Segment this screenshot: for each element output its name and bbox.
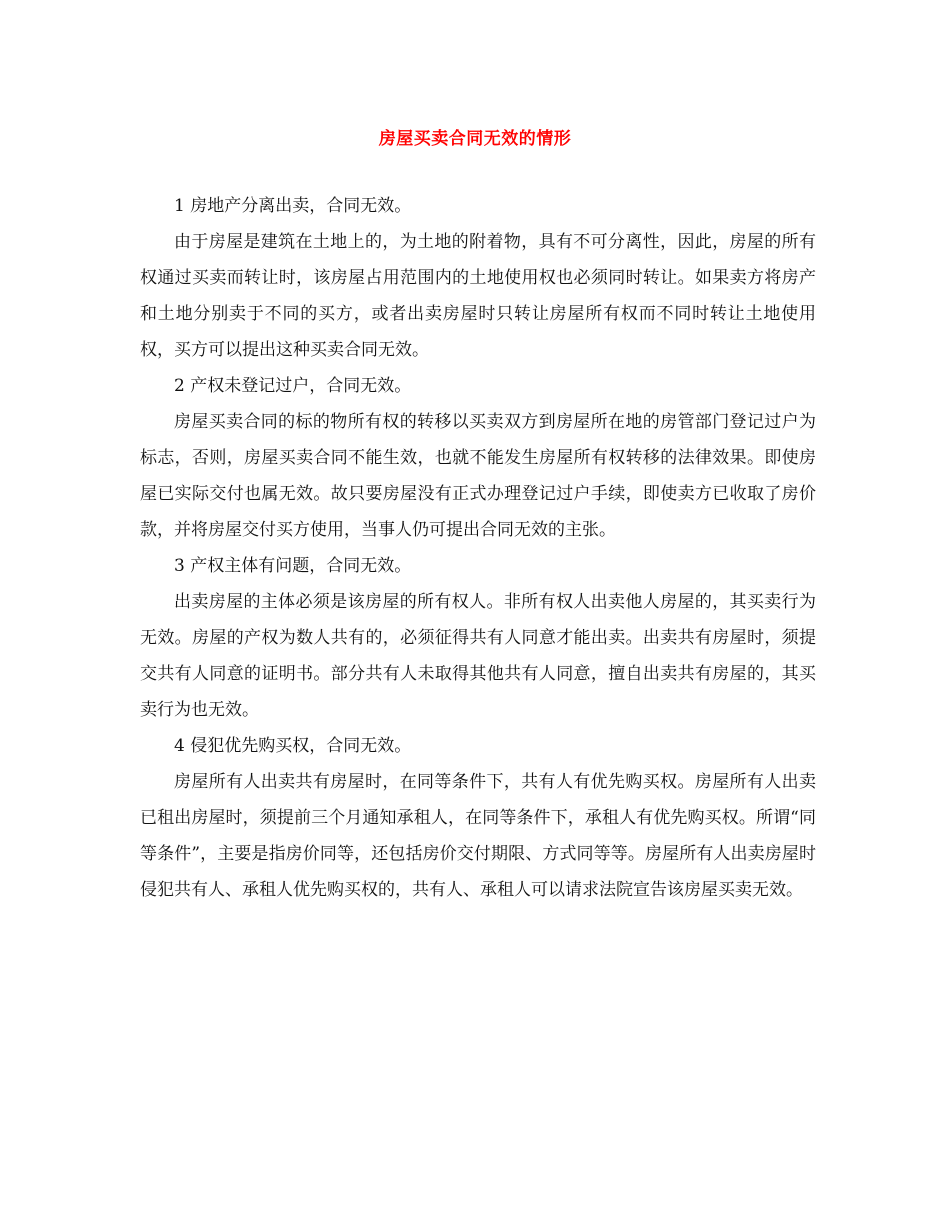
paragraph-2: 房屋买卖合同的标的物所有权的转移以买卖双方到房屋所在地的房管部门登记过户为标志，否则，房屋买卖合同不能生效，也就不能发生房屋所有权转移的法律效果。即使房屋已实际交付也属无效。故只要房屋没有正式办理登记过户手续，即使卖方已收取了房价款，并将房屋交付买方使用，当事人仍可提出合同无效的主张。 bbox=[140, 412, 816, 540]
paragraph-3: 出卖房屋的主体必须是该房屋的所有权人。非所有权人出卖他人房屋的，其买卖行为无效。房屋的产权为数人共有的，必须征得共有人同意才能出卖。出卖共有房屋时，须提交共有人同意的证明书。部分共有人未取得其他共有人同意，擅自出卖共有房屋的，其买卖行为也无效。 bbox=[140, 592, 816, 720]
section-heading-4: 4 侵犯优先购买权，合同无效。 bbox=[174, 736, 412, 756]
section-heading-3: 3 产权主体有问题，合同无效。 bbox=[174, 556, 412, 576]
section-heading-2: 2 产权未登记过户，合同无效。 bbox=[174, 376, 412, 396]
paragraph-4: 房屋所有人出卖共有房屋时，在同等条件下，共有人有优先购买权。房屋所有人出卖已租出房屋时，须提前三个月通知承租人，在同等条件下，承租人有优先购买权。所谓“同等条件”，主要是指房价同等，还包括房价交付期限、方式同等等。房屋所有人出卖房屋时侵犯共有人、承租人优先购买权的，共有人、承租人可以请求法院宣告该房屋买卖无效。 bbox=[140, 772, 816, 900]
paragraph-1: 由于房屋是建筑在土地上的，为土地的附着物，具有不可分离性，因此，房屋的所有权通过买卖而转让时，该房屋占用范围内的土地使用权也必须同时转让。如果卖方将房产和土地分别卖于不同的买方，或者出卖房屋时只转让房屋所有权而不同时转让土地使用权，买方可以提出这种买卖合同无效。 bbox=[140, 232, 816, 360]
document-body bbox=[140, 188, 816, 908]
section-heading-1: 1 房地产分离出卖，合同无效。 bbox=[174, 196, 412, 216]
page-title: 房屋买卖合同无效的情形 bbox=[378, 129, 572, 149]
